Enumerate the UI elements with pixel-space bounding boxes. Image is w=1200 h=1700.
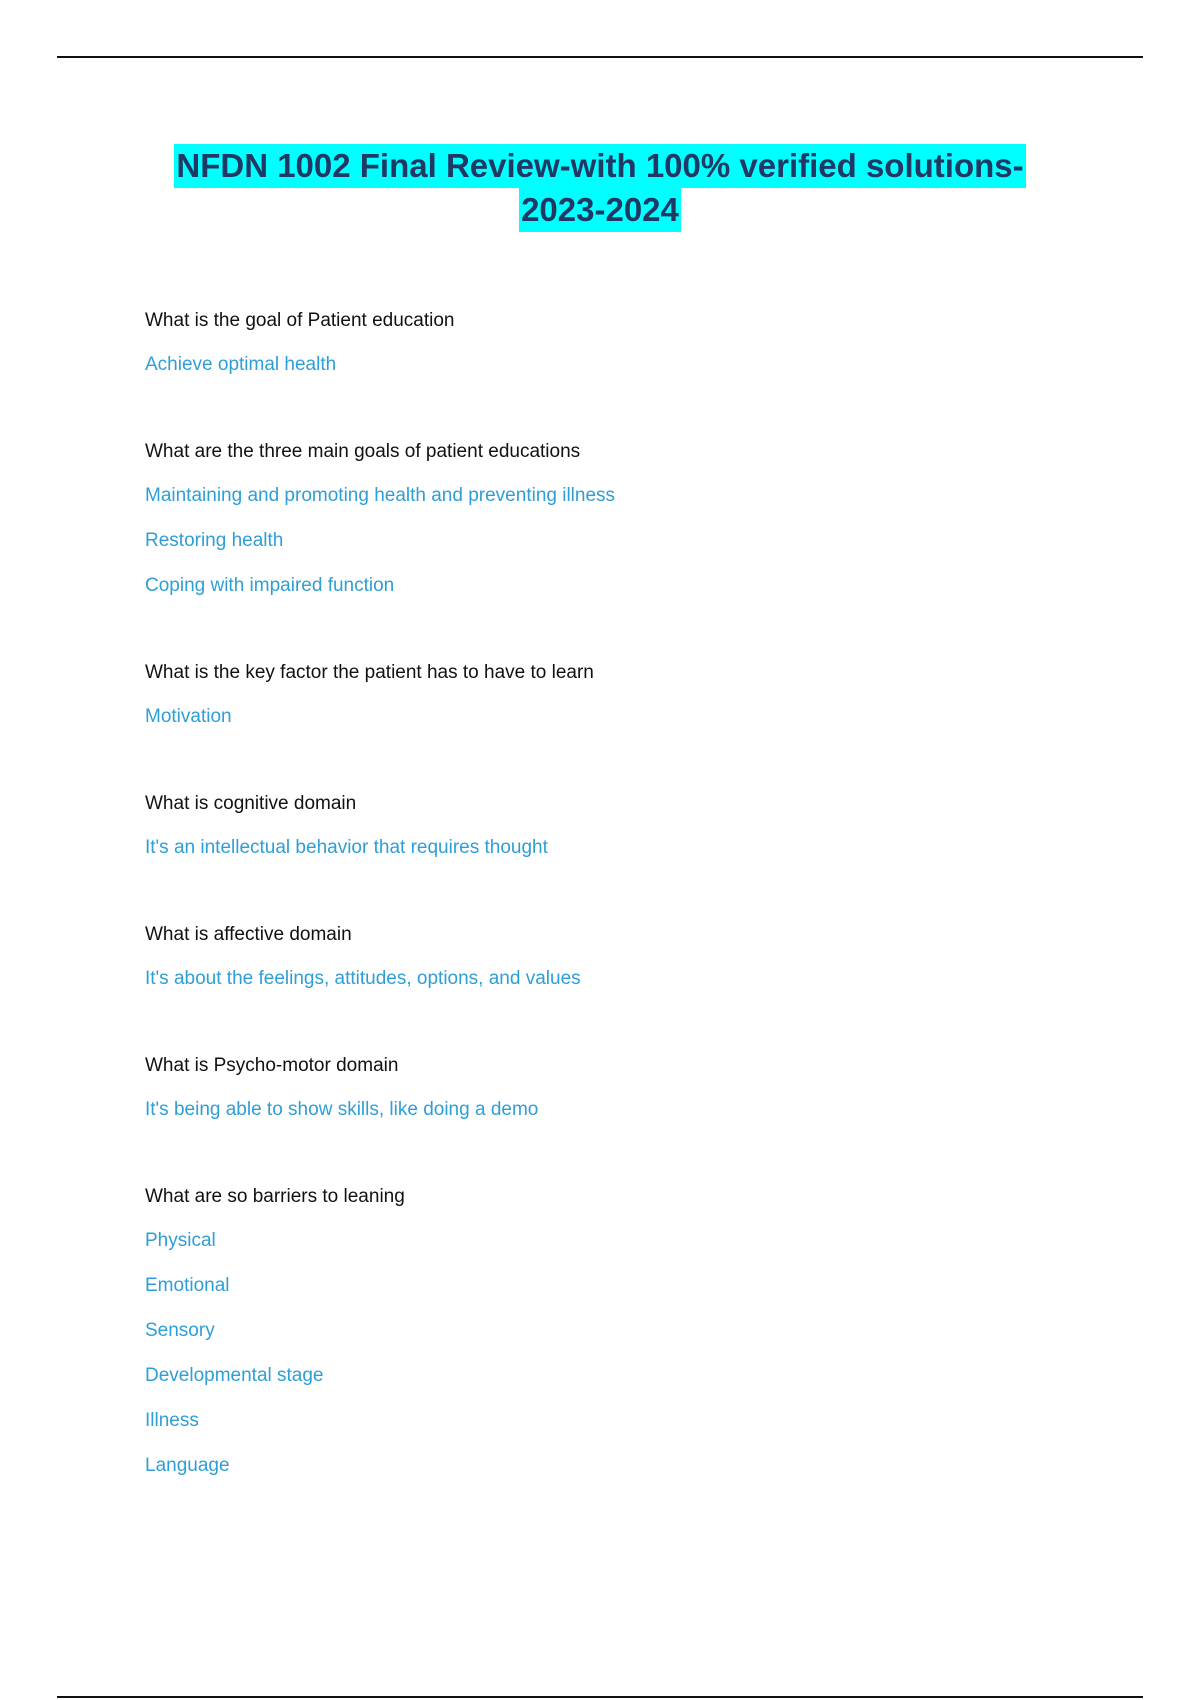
answer-text: Motivation [145,706,232,727]
qa-item [145,1176,1105,1488]
question-text: What is Psycho-motor domain [145,1055,399,1076]
qa-item [145,652,1105,739]
answer-text: Achieve optimal health [145,354,337,375]
answer-text: Restoring health [145,530,284,551]
answer-text: Developmental stage [145,1365,324,1386]
question-text: What is affective domain [145,924,352,945]
title-line-1: NFDN 1002 Final Review-with 100% verified solutions- [174,144,1025,188]
answer-text: It's an intellectual behavior that requires thought [145,837,548,858]
answer-text: It's about the feelings, attitudes, options, and values [145,968,581,989]
qa-item [145,431,1105,608]
title-line-2: 2023-2024 [519,188,681,232]
question-text: What are so barriers to leaning [145,1186,405,1207]
footer-rule [57,1696,1143,1698]
qa-item [145,783,1105,870]
question-text: What is the key factor the patient has to have to learn [145,662,594,683]
qa-item [145,1045,1105,1132]
header-rule [57,56,1143,58]
question-text: What is cognitive domain [145,793,357,814]
document-title [0,144,1200,232]
qa-item [145,914,1105,1001]
answer-text: Emotional [145,1275,230,1296]
answer-text: Maintaining and promoting health and preventing illness [145,485,616,506]
answer-text: Language [145,1455,230,1476]
qa-item [145,300,1105,387]
answer-text: Sensory [145,1320,215,1341]
answer-text: Illness [145,1410,199,1431]
qa-list [145,300,1105,1532]
answer-text: Coping with impaired function [145,575,395,596]
answer-text: Physical [145,1230,216,1251]
answer-text: It's being able to show skills, like doing a demo [145,1099,539,1120]
question-text: What is the goal of Patient education [145,310,455,331]
question-text: What are the three main goals of patient educations [145,441,581,462]
